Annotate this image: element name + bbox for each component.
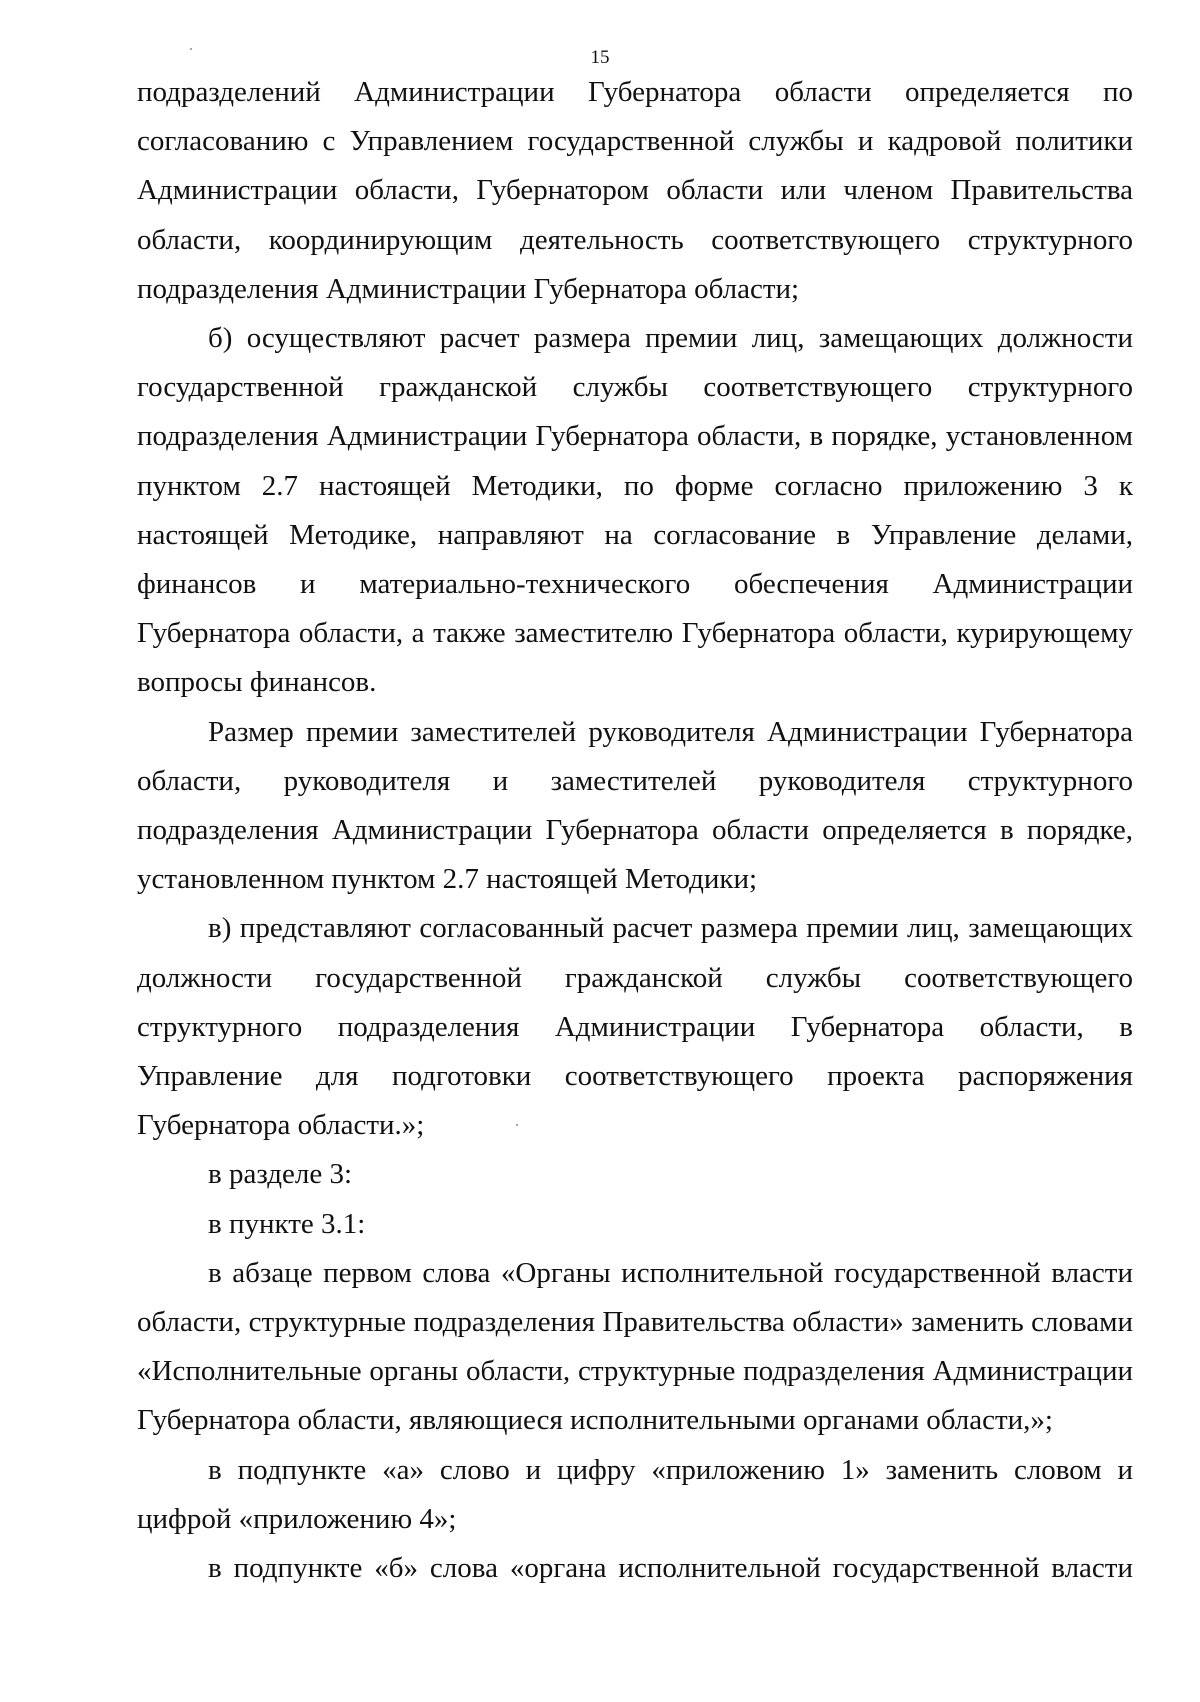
paragraph-subitem-a: в подпункте «а» слово и цифру «приложению 1» заменить словом и цифрой «приложению 4»; — [137, 1453, 1133, 1535]
paragraph-clause-3-1: в пункте 3.1: — [208, 1207, 366, 1240]
paragraph-section-3: в разделе 3: — [208, 1158, 353, 1191]
page-number: 15 — [590, 47, 610, 68]
document-body — [137, 68, 1133, 1593]
paragraph-continuation: подразделений Администрации Губернатора области определяется по согласованию с Управлением государственной службы и кадровой политики Администрации области, Губернатором области или членом Правительства области, координирующим деятельность соответствующего структурного подразделения Администрации Губернатора области; — [137, 76, 1133, 305]
paragraph-subitem-b: б) осуществляют расчет размера премии лиц, замещающих должности государственной гражданской службы соответствующего структурного подразделения Администрации Губернатора области, в порядке, установленном пунктом 2.7 настоящей Методики, по форме согласно приложению 3 к настоящей Методике, направляют на согласование в Управление делами, финансов и материально-технического обеспечения Администрации Губернатора области, а также заместителю Губернатора области, курирующему вопросы финансов. — [137, 322, 1133, 699]
paragraph-subitem-b-cut: в подпункте «б» слова «органа исполнительной государственной власти — [208, 1552, 1133, 1585]
paragraph-premium-size: Размер премии заместителей руководителя Администрации Губернатора области, руководителя и заместителей руководителя структурного подразделения Администрации Губернатора области определяется в порядке, установленном пунктом 2.7 настоящей Методики; — [137, 715, 1133, 896]
scan-speck — [190, 48, 192, 50]
paragraph-first-abzats: в абзаце первом слова «Органы исполнительной государственной власти области, структурные подразделения Правительства области» заменить словами «Исполнительные органы области, структурные подразделения Администрации Губернатора области, являющиеся исполнительными органами области,»; — [137, 1256, 1133, 1437]
paragraph-subitem-v: в) представляют согласованный расчет размера премии лиц, замещающих должности государственной гражданской службы соответствующего структурного подразделения Администрации Губернатора области, в Управление для подготовки соответствующего проекта распоряжения Губернатора области.»; — [137, 912, 1133, 1142]
